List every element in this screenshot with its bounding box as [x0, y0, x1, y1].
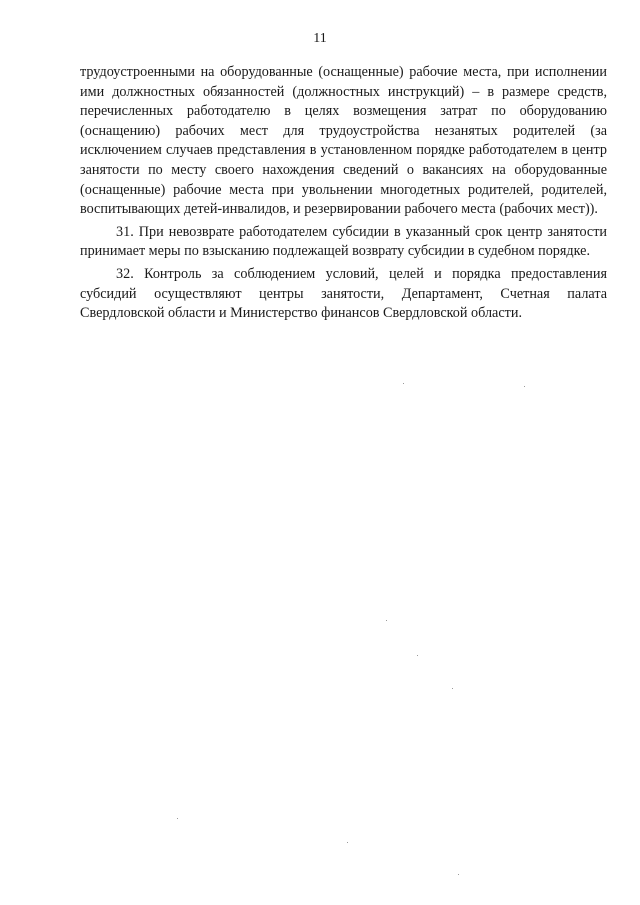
page-number: 11	[313, 31, 327, 46]
scan-speck	[417, 655, 418, 656]
scan-speck	[403, 383, 404, 384]
paragraph-continuation: трудоустроенными на оборудованные (оснащенные) рабочие места, при исполнении ими должностных обязанностей (должностных инструкций) – в размере средств, перечисленных работодателю в целях возмещения затрат по оборудованию (оснащению) рабочих мест для трудоустройства незанятых родителей (за исключением случаев представления в установленном порядке работодателем в центр занятости по месту своего нахождения сведений о вакансиях на оборудованные (оснащенные) рабочие места при увольнении многодетных родителей, родителей, воспитывающих детей-инвалидов, и резервировании рабочего места (рабочих мест)).	[80, 64, 607, 218]
scan-speck	[177, 818, 178, 819]
scan-speck	[386, 620, 387, 621]
scan-speck	[452, 688, 453, 689]
scan-speck	[524, 386, 525, 387]
document-body	[80, 63, 607, 327]
paragraph-31: 31. При невозврате работодателем субсидии в указанный срок центр занятости принимает меры по взысканию подлежащей возврату субсидии в судебном порядке.	[80, 223, 607, 260]
scan-speck	[458, 874, 459, 875]
scan-speck	[347, 842, 348, 843]
paragraph-32: 32. Контроль за соблюдением условий, целей и порядка предоставления субсидий осуществляют центры занятости, Департамент, Счетная палата Свердловской области и Министерство финансов Свердловской области.	[80, 265, 607, 322]
